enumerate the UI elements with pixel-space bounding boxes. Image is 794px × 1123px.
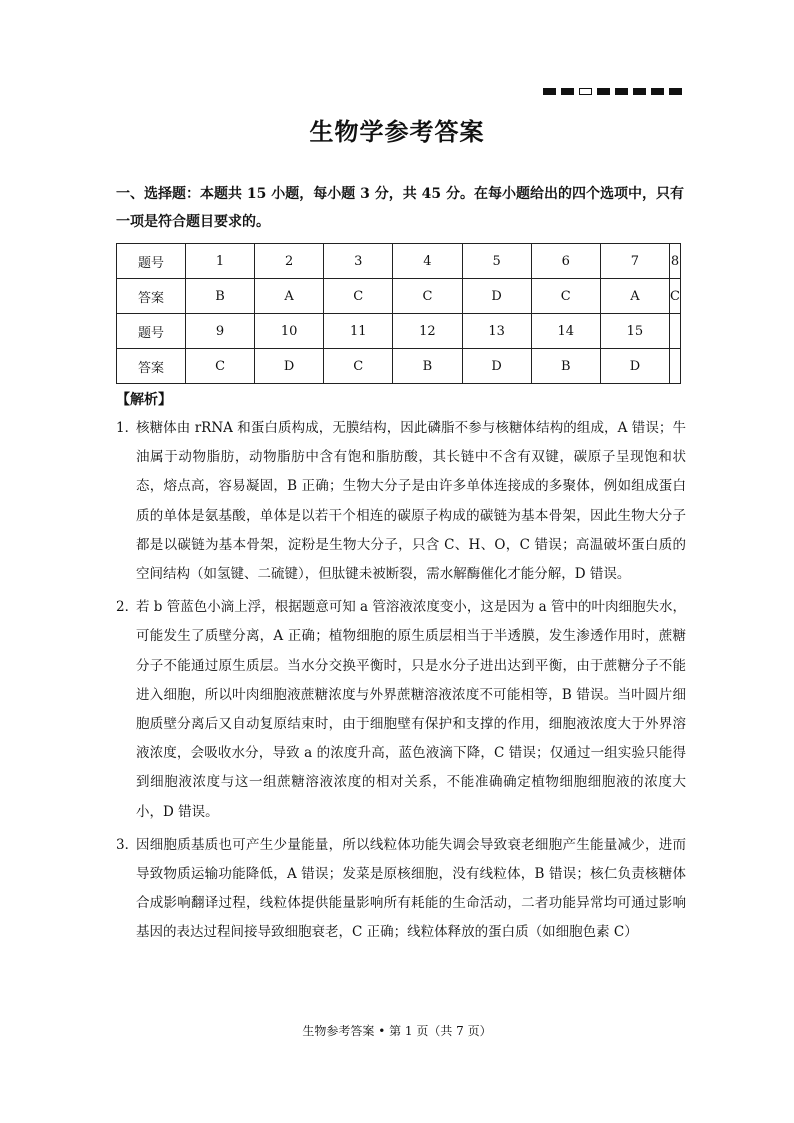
table-row	[117, 349, 681, 384]
table-cell: 3	[324, 244, 393, 279]
item-text: 核糖体由 rRNA 和蛋白质构成，无膜结构，因此磷脂不参与核糖体结构的组成，A 错误；牛油属于动物脂肪，动物脂肪中含有饱和脂肪酸，其长链中不含有双键，碳原子呈现饱和状态，熔点高，容易凝固，B 正确；生物大分子是由许多单体连接成的多聚体，例如组成蛋白质的单体是氨基酸，单体是以若干个相连的碳原子构成的碳链为基本骨架，因此生物大分子都是以碳链为基本骨架，淀粉是生物大分子，只含 C、H、O，C 错误；高温破坏蛋白质的空间结构（如氢键、二硫键），但肽键未被断裂，需水解酶催化才能分解，D 错误。	[136, 420, 686, 583]
item-text: 若 b 管蓝色小滴上浮，根据题意可知 a 管溶液浓度变小，这是因为 a 管中的叶肉细胞失水，可能发生了质壁分离，A 正确；植物细胞的原生质层相当于半透膜，发生渗透作用时，蔗糖分子不能通过原生质层。当水分交换平衡时，只是水分子进出达到平衡，由于蔗糖分子不能进入细胞，所以叶肉细胞液蔗糖浓度与外界蔗糖溶液浓度不可能相等，B 错误。当叶圆片细胞质壁分离后又自动复原结束时，由于细胞壁有保护和支撑的作用，细胞液浓度大于外界溶液浓度，会吸收水分，导致 a 的浓度升高，蓝色液滴下降，C 错误；仅通过一组实验只能得到细胞液浓度与这一组蔗糖溶液浓度的相对关系，不能准确确定植物细胞细胞液的浓度大小，D 错误。	[136, 599, 686, 820]
table-cell: D	[600, 349, 669, 384]
mark-block	[615, 88, 628, 95]
table-cell: D	[462, 349, 531, 384]
header-marks	[543, 88, 682, 95]
table-cell: C	[324, 349, 393, 384]
table-cell: A	[600, 279, 669, 314]
table-cell: 6	[531, 244, 600, 279]
table-cell: D	[255, 349, 324, 384]
table-cell: B	[186, 279, 255, 314]
table-cell: 12	[393, 314, 462, 349]
mark-block	[633, 88, 646, 95]
table-row	[117, 314, 681, 349]
table-cell: 8	[669, 244, 680, 279]
table-cell: 7	[600, 244, 669, 279]
row-label: 题号	[117, 244, 186, 279]
table-cell: 15	[600, 314, 669, 349]
page-title: 生物学参考答案	[309, 117, 485, 146]
table-cell: 1	[186, 244, 255, 279]
table-cell: B	[531, 349, 600, 384]
page-footer: 生物参考答案 • 第 1 页（共 7 页）	[302, 1024, 492, 1038]
analysis-list	[116, 414, 686, 952]
section-heading: 一、选择题：本题共 15 小题，每小题 3 分，共 45 分。在每小题给出的四个选项中，只有一项是符合题目要求的。	[116, 186, 684, 230]
table-cell: 2	[255, 244, 324, 279]
item-number: 2．	[116, 599, 139, 616]
table-cell: 11	[324, 314, 393, 349]
table-cell: C	[393, 279, 462, 314]
item-number: 3．	[116, 836, 139, 853]
table-cell: C	[531, 279, 600, 314]
mark-block	[561, 88, 574, 95]
analysis-heading: 【解析】	[116, 392, 172, 408]
item-text: 因细胞质基质也可产生少量能量，所以线粒体功能失调会导致衰老细胞产生能量减少，进而导致物质运输功能降低，A 错误；发菜是原核细胞，没有线粒体，B 错误；核仁负责核糖体合成影响翻译过程，线粒体提供能量影响所有耗能的生命活动，二者功能异常均可通过影响基因的表达过程间接导致细胞衰老，C 正确；线粒体释放的蛋白质（如细胞色素 C）	[136, 836, 686, 941]
table-cell: D	[462, 279, 531, 314]
table-cell: C	[324, 279, 393, 314]
item-number: 1．	[116, 420, 139, 436]
table-cell	[669, 349, 680, 384]
mark-block	[651, 88, 664, 95]
table-cell: 9	[186, 314, 255, 349]
mark-block-hollow	[579, 88, 592, 95]
analysis-item	[116, 831, 686, 948]
table-cell: B	[393, 349, 462, 384]
table-cell: A	[255, 279, 324, 314]
analysis-item	[116, 593, 686, 827]
table-cell: 14	[531, 314, 600, 349]
row-label: 答案	[117, 349, 186, 384]
table-cell	[669, 314, 680, 349]
table-row	[117, 244, 681, 279]
row-label: 答案	[117, 279, 186, 314]
mark-block	[543, 88, 556, 95]
table-cell: 13	[462, 314, 531, 349]
table-cell: 10	[255, 314, 324, 349]
answer-table	[116, 243, 681, 384]
table-row	[117, 279, 681, 314]
mark-block	[597, 88, 610, 95]
analysis-item	[116, 414, 686, 589]
row-label: 题号	[117, 314, 186, 349]
table-cell: 4	[393, 244, 462, 279]
table-cell: C	[669, 279, 680, 314]
table-cell: 5	[462, 244, 531, 279]
table-cell: C	[186, 349, 255, 384]
mark-block	[669, 88, 682, 95]
